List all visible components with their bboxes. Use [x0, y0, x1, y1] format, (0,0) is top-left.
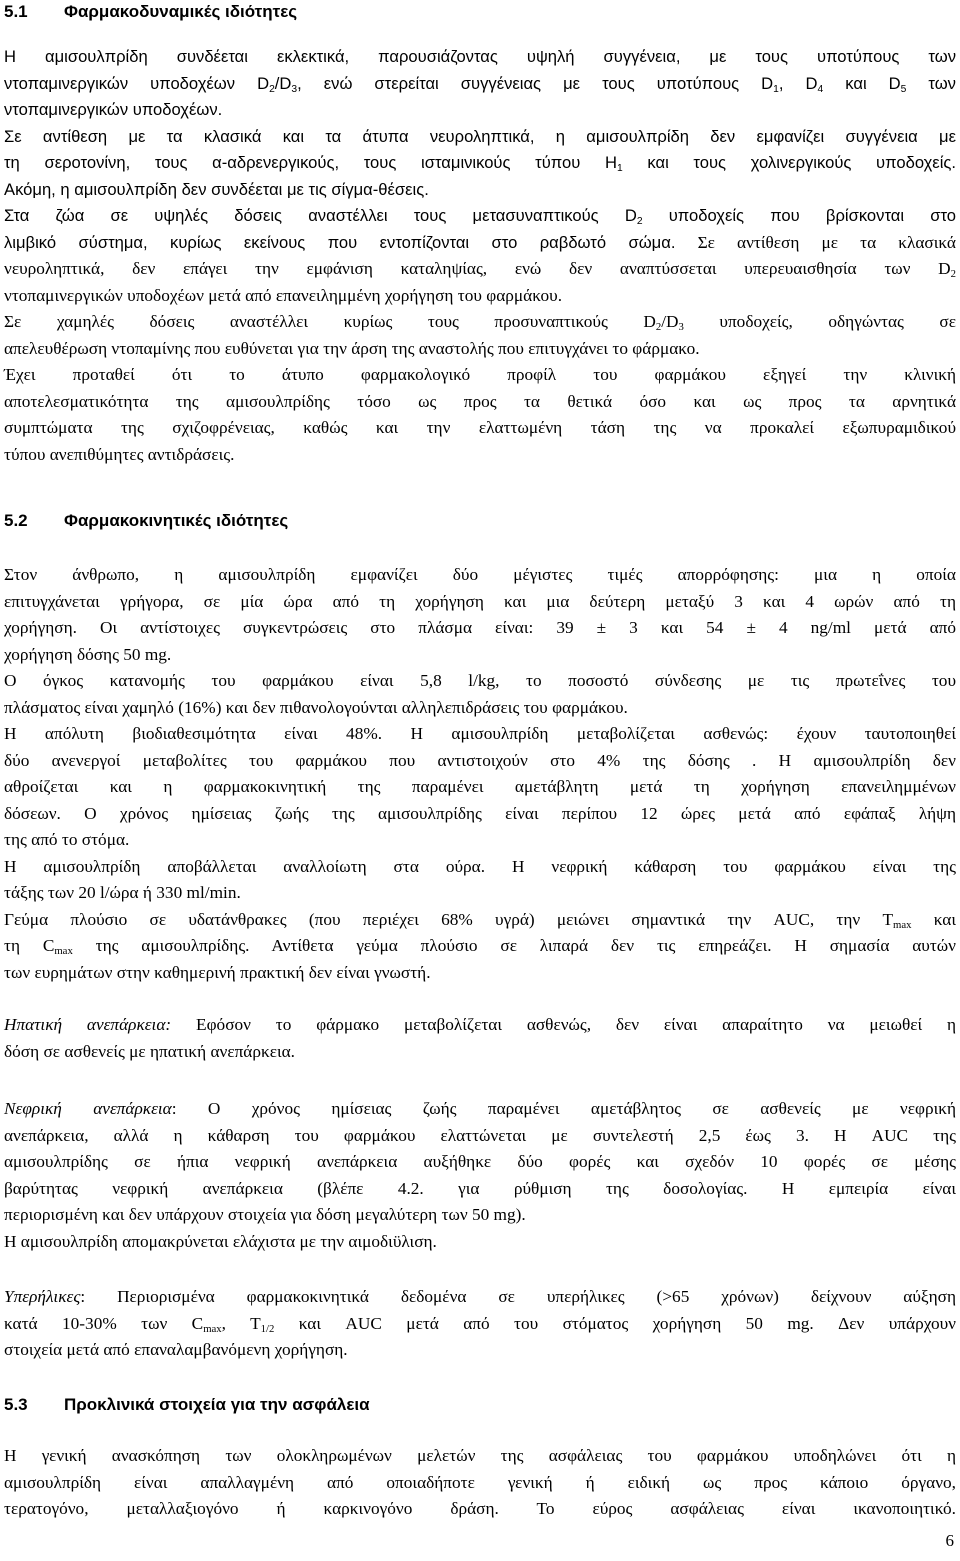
text-line: τη σεροτονίνη, τους α-αδρενεργικούς, τους ισταμινικούς τύπου $H_1$ και τους χολινεργικούς υποδοχείς. [4, 153, 956, 174]
text-line: δύο ανενεργοί μεταβολίτες του φαρμάκου που αντιστοιχούν στο 4% της δόσης . Η αμισουλπρίδη δεν [4, 750, 956, 770]
subheading-label: Ηπατική ανεπάρκεια: [4, 1015, 172, 1034]
text-line: Στα ζώα σε υψηλές δόσεις αναστέλλει τους μετασυναπτικούς $D_2$ υποδοχείς που βρίσκονται στο [4, 206, 956, 227]
text-line: Ηπατική ανεπάρκεια: Εφόσον το φάρμακο μεταβολίζεται ασθενώς, δεν είναι απαραίτητο να μειωθεί η [4, 1015, 956, 1034]
section-title: Προκλινικά στοιχεία για την ασφάλεια [64, 1395, 370, 1414]
section-heading-5-1 [4, 0, 297, 24]
text-line: βαρύτητας νεφρική ανεπάρκεια (βλέπε 4.2. για ρύθμιση της δοσολογίας. Η εμπειρία είναι [4, 1178, 956, 1198]
page-number: 6 [945, 1531, 954, 1550]
section-heading-5-2 [4, 509, 288, 533]
text-line: Υπερήλικες: Περιορισμένα φαρμακοκινητικά δεδομένα σε υπερήλικες (>65 χρόνων) δείχνουν αύξηση [4, 1287, 956, 1306]
section-heading-5-3 [4, 1393, 370, 1417]
text-line: χορήγηση. Οι αντίστοιχες συγκεντρώσεις στο πλάσμα είναι: 39 ± 3 και 54 ± 4 ng/ml μετά από [4, 618, 956, 637]
text-line: Η αμισουλπρίδη απομακρύνεται ελάχιστα με την αιμοδιϋλιση. [4, 1231, 437, 1251]
text-line: λιμβικό σύστημα, κυρίως εκείνους που εντοπίζονται στο ραβδωτό σώμα. Σε αντίθεση με τα κλασικά [4, 232, 956, 252]
text-line: κατά 10-30% των $C_{max}$, $T_{1/2}$ και AUC μετά από του στόματος χορήγηση 50 mg. Δεν υπάρχουν [4, 1313, 956, 1335]
text-line: Γεύμα πλούσιο σε υδατάνθρακες (που περιέχει 68% υγρά) μειώνει σημαντικά την AUC, την $T_{max}$ και [4, 909, 956, 931]
text-line: αμισουλπρίδη είναι απαλλαγμένη από οποιαδήποτε γενική ή ειδική ως προς κάποιο όργανο, [4, 1472, 956, 1492]
pharmacodynamics-body [4, 44, 956, 468]
text-line: συμπτώματα της σχιζοφρένειας, καθώς και την ελαττωμένη τάση της να προκαλεί εξωπυραμιδικού [4, 418, 956, 437]
text-line: τερατογόνο, μεταλλαξιογόνο ή καρκινογόνο δράση. Το εύρος ασφάλειας είναι ικανοποιητικό. [4, 1499, 956, 1518]
text-line: των ευρημάτων στην καθημερινή πρακτική δεν είναι γνωστή. [4, 962, 431, 982]
text-line: νευροληπτικά, δεν επάγει την εμφάνιση καταληψίας, ενώ δεν αναπτύσσεται υπερευαισθησία των $D_2$ [4, 259, 956, 280]
safety-body [4, 1443, 956, 1523]
section-number: 5.3 [4, 1395, 28, 1414]
text-line: Ακόμη, η αμισουλπρίδη δεν συνδέεται με τις σίγμα-θέσεις. [4, 179, 429, 199]
text-line: αθροίζεται και η φαρμακοκινητική της παραμένει αμετάβλητη μετά τη χορήγηση επανειλημμένων [4, 777, 956, 796]
text-line: απελευθέρωση ντοπαμίνης που ευθύνεται για την άρση της αναστολής που επιτυγχάνει το φάρμακο. [4, 338, 700, 358]
text-line: Σε αντίθεση με τα κλασικά και τα άτυπα νευροληπτικά, η αμισουλπρίδη δεν εμφανίζει συγγένεια με [4, 126, 956, 146]
subheading-label: Νεφρική ανεπάρκεια [4, 1099, 172, 1118]
text-line: δόση σε ασθενείς με ηπατική ανεπάρκεια. [4, 1041, 295, 1061]
section-title: Φαρμακοδυναμικές ιδιότητες [64, 2, 298, 21]
text-line: ανεπάρκεια, αλλά η κάθαρση του φαρμάκου ελαττώνεται με συντελεστή 2,5 έως 3. Η AUC της [4, 1125, 956, 1145]
text-line: Έχει προταθεί ότι το άτυπο φαρμακολογικό προφίλ του φαρμάκου εξηγεί την κλινική [4, 365, 956, 384]
text-line: τάξης των 20 l/ώρα ή 330 ml/min. [4, 883, 241, 902]
section-number: 5.1 [4, 2, 28, 21]
text-line: Η αμισουλπρίδη συνδέεται εκλεκτικά, παρουσιάζοντας υψηλή συγγένεια, με τους υποτύπους των [4, 47, 956, 66]
text-line: Η γενική ανασκόπηση των ολοκληρωμένων μελετών της ασφάλειας του φαρμάκου υποδηλώνει ότι η [4, 1446, 956, 1465]
section-title: Φαρμακοκινητικές ιδιότητες [64, 511, 289, 530]
text-line: αμισουλπρίδης σε ήπια νεφρική ανεπάρκεια αυξήθηκε δύο φορές και σχεδόν 10 φορές σε μέσης [4, 1152, 956, 1171]
text-line: ντοπαμινεργικών υποδοχέων μετά από επανειλημμένη χορήγηση του φαρμάκου. [4, 285, 563, 305]
text-line: επιτυγχάνεται γρήγορα, σε μία ώρα από τη χορήγηση και μια δεύτερη μεταξύ 3 και 4 ωρών από τη [4, 591, 956, 611]
text-line: Σε χαμηλές δόσεις αναστέλλει κυρίως τους προσυναπτικούς $D_2/D_3$ υποδοχείς, οδηγώντας σε [4, 312, 957, 333]
pharmacokinetics-body [4, 562, 956, 986]
renal-impairment-paragraph [4, 1096, 956, 1255]
hepatic-impairment-paragraph [4, 1012, 956, 1065]
text-line: ντοπαμινεργικών υποδοχέων. [4, 100, 223, 119]
text-line: περιορισμένη και δεν υπάρχουν στοιχεία για δόση μεγαλύτερη των 50 mg). [4, 1205, 526, 1224]
subheading-label: Υπερήλικες [4, 1287, 81, 1306]
section-number: 5.2 [4, 511, 28, 530]
elderly-paragraph [4, 1284, 956, 1364]
text-line: στοιχεία μετά από επαναλαμβανόμενη χορήγηση. [4, 1340, 348, 1359]
text-line: τη $C_{max}$ της αμισουλπρίδης. Αντίθετα γεύμα πλούσιο σε λιπαρά δεν τις επηρεάζει. Η σημασία αυτών [4, 936, 956, 957]
text-line: δόσεων. Ο χρόνος ημίσειας ζωής της αμισουλπρίδης είναι περίπου 12 ώρες μετά από εφάπαξ λήψη [4, 803, 956, 823]
text-line: Νεφρική ανεπάρκεια: Ο χρόνος ημίσειας ζωής παραμένει αμετάβλητος σε ασθενείς με νεφρική [4, 1099, 956, 1118]
text-line: Η αμισουλπρίδη αποβάλλεται αναλλοίωτη στα ούρα. Η νεφρική κάθαρση του φαρμάκου είναι της [4, 856, 956, 876]
text-line: αποτελεσματικότητα της αμισουλπρίδης τόσο ως προς τα θετικά όσο και ως προς τα αρνητικά [4, 391, 956, 411]
text-line: Η απόλυτη βιοδιαθεσιμότητα είναι 48%. Η αμισουλπρίδη μεταβολίζεται ασθενώς: έχουν ταυτοποιηθεί [4, 724, 956, 743]
text-line: χορήγηση δόσης 50 mg. [4, 644, 172, 664]
text-line: Ο όγκος κατανομής του φαρμάκου είναι 5,8 l/kg, το ποσοστό σύνδεσης με τις πρωτεΐνες του [4, 671, 956, 690]
text-line: ντοπαμινεργικών υποδοχέων $D_2/D_3$, ενώ στερείται συγγένειας με τους υποτύπους $D_1$, $D_4$ και $D_5$ των [4, 73, 956, 95]
text-line: πλάσματος είναι χαμηλό (16%) και δεν πιθανολογούνται αλληλεπιδράσεις του φαρμάκου. [4, 697, 628, 717]
text-line: τύπου ανεπιθύμητες αντιδράσεις. [4, 444, 235, 464]
text-line: Στον άνθρωπο, η αμισουλπρίδη εμφανίζει δύο μέγιστες τιμές απορρόφησης: μια η οποία [4, 565, 956, 584]
text-line: της από το στόμα. [4, 830, 130, 849]
